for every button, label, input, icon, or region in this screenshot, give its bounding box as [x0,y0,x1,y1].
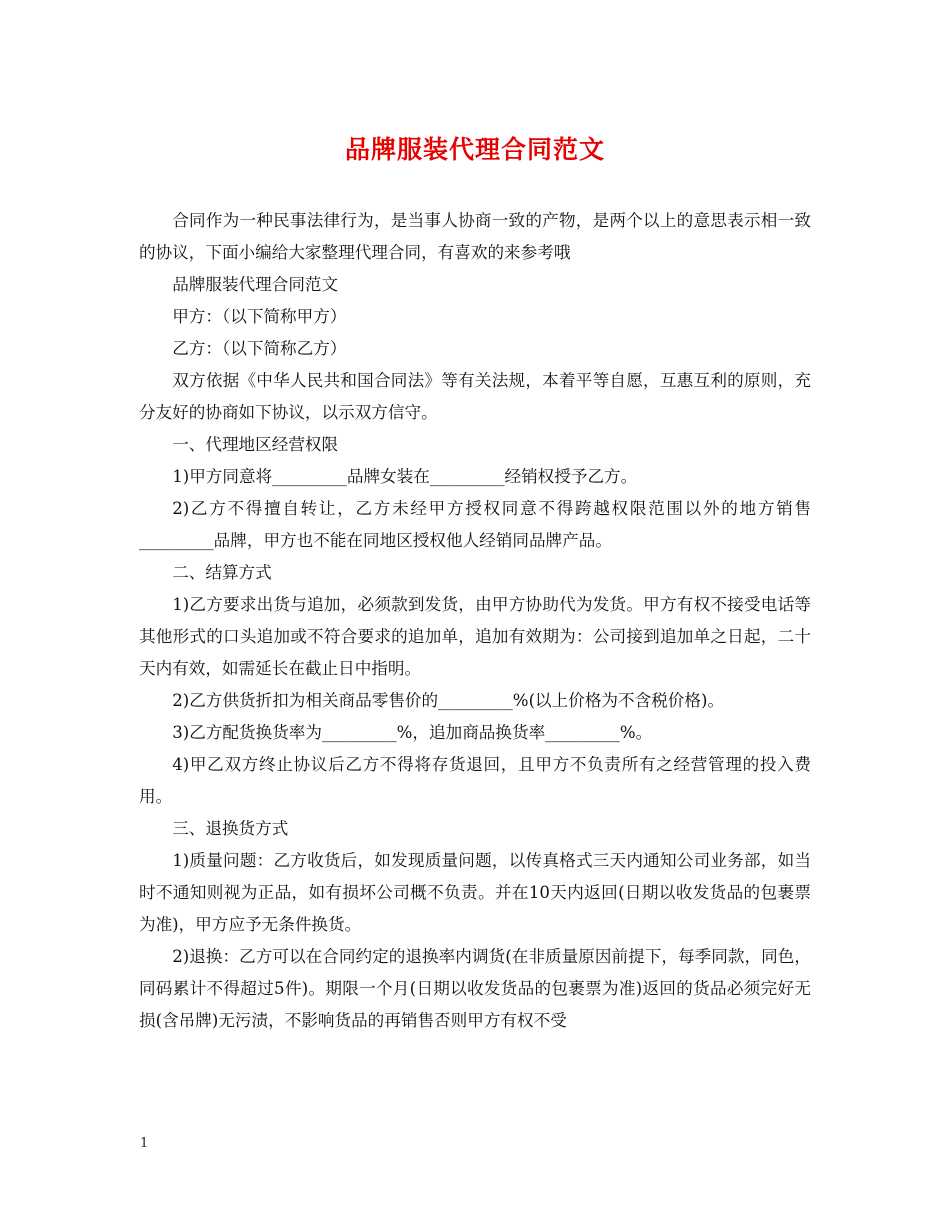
document-body [139,205,811,1037]
section-heading-2: 二、结算方式 [172,563,272,582]
paragraph-preamble: 双方依据《中华人民共和国合同法》等有关法规，本着平等自愿，互惠互利的原则，充分友好的协商如下协议，以示双方信守。 [139,371,811,422]
clause-1-2: 2)乙方不得擅自转让，乙方未经甲方授权同意不得跨越权限范围以外的地方销售_________品牌，甲方也不能在同地区授权他人经销同品牌产品。 [139,499,811,550]
paragraph-party-a: 甲方：（以下简称甲方） [172,307,347,326]
clause-2-1: 1)乙方要求出货与追加，必须款到发货，由甲方协助代为发货。甲方有权不接受电话等其他形式的口头追加或不符合要求的追加单，追加有效期为：公司接到追加单之日起，二十天内有效，如需延长在截止日中指明。 [139,595,811,678]
section-heading-1: 一、代理地区经营权限 [172,435,339,454]
clause-2-3: 3)乙方配货换货率为_________%，追加商品换货率_________%。 [172,723,653,742]
paragraph-contract-title: 品牌服装代理合同范文 [172,275,339,294]
page-number: 1 [140,1136,149,1151]
document-title: 品牌服装代理合同范文 [344,135,605,164]
section-heading-3: 三、退换货方式 [172,819,289,838]
clause-2-2: 2)乙方供货折扣为相关商品零售价的_________%(以上价格为不含税价格)。 [172,691,725,710]
paragraph-party-b: 乙方：（以下简称乙方） [172,339,347,358]
clause-3-1: 1)质量问题：乙方收货后，如发现质量问题，以传真格式三天内通知公司业务部，如当时不通知则视为正品，如有损坏公司概不负责。并在10天内返回(日期以收发货品的包裹票为准)，甲方应予无条件换货。 [139,851,811,934]
paragraph-intro: 合同作为一种民事法律行为，是当事人协商一致的产物，是两个以上的意思表示相一致的协议，下面小编给大家整理代理合同，有喜欢的来参考哦 [139,211,811,262]
clause-1-1: 1)甲方同意将_________品牌女装在_________经销权授予乙方。 [172,467,638,486]
clause-3-2: 2)退换：乙方可以在合同约定的退换率内调货(在非质量原因前提下，每季同款，同色，同码累计不得超过5件)。期限一个月(日期以收发货品的包裹票为准)返回的货品必须完好无损(含吊牌)无污渍，不影响货品的再销售否则甲方有权不受 [139,947,811,1030]
clause-2-4: 4)甲乙双方终止协议后乙方不得将存货退回，且甲方不负责所有之经营管理的投入费用。 [139,755,811,806]
